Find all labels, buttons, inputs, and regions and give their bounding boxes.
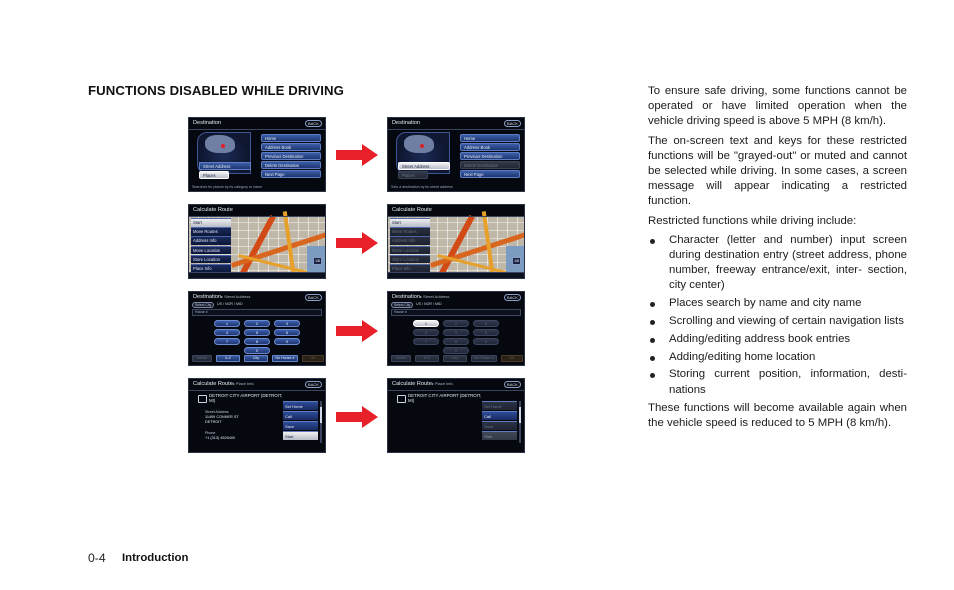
arrow-icon xyxy=(336,406,378,428)
previous-destination-button: Previous Destination xyxy=(261,152,321,160)
street-address-screen-driving xyxy=(387,291,525,366)
save-item: Save xyxy=(482,421,517,430)
city-key: City xyxy=(443,355,467,362)
destination-screen-active xyxy=(188,117,326,192)
restricted-intro: Restricted functions while driving include: xyxy=(648,214,857,227)
calculate-route-screen-active xyxy=(188,204,326,279)
screen-hint: Searches for places by its category or name xyxy=(192,185,263,189)
address-line-1: 11499 CONNER ST xyxy=(205,415,239,419)
no-house-key: No House # xyxy=(272,355,298,362)
address-line-2: DETROIT xyxy=(205,420,222,424)
key-6: 6 xyxy=(473,329,499,336)
screen-title: Calculate Route xyxy=(392,207,435,213)
section-label: Introduction xyxy=(122,552,189,564)
select-city-field: Select City xyxy=(192,302,214,308)
building-icon xyxy=(198,395,207,403)
previous-destination-button: Previous Destination xyxy=(460,152,520,160)
set-home-item: Set Home xyxy=(283,401,318,410)
key-5: 5 xyxy=(244,329,270,336)
grayed-out-paragraph: The on-screen text and keys for these restricted functions will be "grayed-out" or muted and cannot be selected while driving. In some cases, a screen message will appear indicating a restricted function. xyxy=(648,134,907,208)
arrow-icon xyxy=(336,144,378,166)
address-info-item: Address Info xyxy=(191,236,231,245)
home-button: Home xyxy=(261,134,321,142)
back-button: BACK xyxy=(305,381,322,388)
next-page-button: Next Page xyxy=(460,170,520,178)
move-routes-item: Move Routes xyxy=(390,227,430,236)
zoom-badge: 1/8 xyxy=(512,257,521,265)
phone-number: +1 (313) 4526400 xyxy=(205,436,236,440)
move-location-item: Move Location xyxy=(191,246,231,255)
place-menu xyxy=(482,401,517,441)
city-value: US / NOR / MID xyxy=(416,302,442,306)
list-item: Character (letter and number) input screen during destination entry (street address, phone number, freeway entrance/exit, inter- section, city center) xyxy=(648,233,907,294)
address-info-item: Address Info xyxy=(390,236,430,245)
place-info-screen-active xyxy=(188,378,326,453)
scrollbar xyxy=(320,401,322,443)
delete-key: Delete xyxy=(391,355,411,362)
places-button: Places xyxy=(199,171,229,179)
scrollbar xyxy=(519,401,521,443)
us-map-icon xyxy=(205,135,235,153)
back-button: BACK xyxy=(504,294,521,301)
place-info-item: Place Info xyxy=(191,264,231,273)
move-routes-item: Move Routes xyxy=(191,227,231,236)
location-pin-icon xyxy=(221,144,225,148)
address-label: Street Address xyxy=(205,410,229,414)
closing-paragraph: These functions will become available again when the vehicle speed is reduced to 5 MPH (8 km/h). xyxy=(648,401,907,430)
body-text xyxy=(648,84,907,435)
delete-destination-button: Delete Destination xyxy=(261,161,321,169)
screen-title: Destination xyxy=(392,120,420,126)
place-name: DETROIT CITY AIRPORT (DETROIT, MI) xyxy=(408,393,482,404)
section-title: FUNCTIONS DISABLED WHILE DRIVING xyxy=(88,83,344,98)
start-item: Start xyxy=(390,218,430,227)
back-button: BACK xyxy=(504,381,521,388)
a-z-key: A-Z xyxy=(415,355,439,362)
key-2: 2 xyxy=(244,320,270,327)
next-page-button: Next Page xyxy=(261,170,321,178)
restricted-list xyxy=(648,233,907,398)
ok-key: OK xyxy=(501,355,523,362)
route-menu xyxy=(191,218,231,273)
screen-title: Calculate Route xyxy=(193,207,236,213)
delete-key: Delete xyxy=(192,355,212,362)
place-info-screen-driving xyxy=(387,378,525,453)
house-number-input: House # xyxy=(192,309,322,316)
places-button: Places xyxy=(398,171,428,179)
list-item: Scrolling and viewing of certain navigation lists xyxy=(648,314,907,329)
screen-title: Calculate Route▸ Place Info xyxy=(193,381,254,387)
key-7: 7 xyxy=(413,338,439,345)
key-9: 9 xyxy=(274,338,300,345)
city-key: City xyxy=(244,355,268,362)
screen-title: Calculate Route▸ Place Info xyxy=(392,381,453,387)
destination-screen-driving xyxy=(387,117,525,192)
arrow-icon xyxy=(336,232,378,254)
arrow-icon xyxy=(336,320,378,342)
street-address-button: Street Address xyxy=(398,162,450,170)
start-item: Start xyxy=(191,218,231,227)
bottom-keys xyxy=(192,355,322,362)
street-address-screen-active xyxy=(188,291,326,366)
city-value: US / NOR / MID xyxy=(217,302,243,306)
key-0: 0 xyxy=(443,347,469,354)
store-location-item: Store Location xyxy=(390,255,430,264)
key-0: 0 xyxy=(244,347,270,354)
address-book-button: Address Book xyxy=(460,143,520,151)
page-number: 0-4 xyxy=(88,551,106,565)
select-city-field: Select City xyxy=(391,302,413,308)
no-house-key: No House # xyxy=(471,355,497,362)
address-book-button: Address Book xyxy=(261,143,321,151)
list-item: Adding/editing address book entries xyxy=(648,332,907,347)
place-menu xyxy=(283,401,318,441)
zoom-badge: 1/8 xyxy=(313,257,322,265)
screen-title: Destination▸ Street Address xyxy=(392,294,450,300)
key-1: 1 xyxy=(413,320,439,327)
back-button: BACK xyxy=(305,120,322,127)
list-item: Places search by name and city name xyxy=(648,296,907,311)
key-2: 2 xyxy=(443,320,469,327)
route-menu xyxy=(390,218,430,273)
key-4: 4 xyxy=(413,329,439,336)
phone-label: Phone xyxy=(205,431,216,435)
street-address-button: Street Address xyxy=(199,162,251,170)
place-info-item: Place Info xyxy=(390,264,430,273)
store-location-item: Store Location xyxy=(191,255,231,264)
start-item: Start xyxy=(482,431,517,440)
screen-hint: Sets a destination by its street address xyxy=(391,185,453,189)
key-7: 7 xyxy=(214,338,240,345)
calculate-route-screen-driving xyxy=(387,204,525,279)
screen-title: Destination▸ Street Address xyxy=(193,294,251,300)
intro-paragraph: To ensure safe driving, some functions cannot be operated or have limited operation when the vehicle driving speed is above 5 MPH (8 km/h). xyxy=(648,85,907,128)
list-item: Storing current position, information, desti- nations xyxy=(648,367,907,397)
key-1: 1 xyxy=(214,320,240,327)
key-3: 3 xyxy=(473,320,499,327)
key-9: 9 xyxy=(473,338,499,345)
key-3: 3 xyxy=(274,320,300,327)
start-item: Start xyxy=(283,431,318,440)
location-pin-icon xyxy=(420,144,424,148)
key-5: 5 xyxy=(443,329,469,336)
house-number-input: House # xyxy=(391,309,521,316)
place-name: DETROIT CITY AIRPORT (DETROIT, MI) xyxy=(209,393,283,404)
set-home-item: Set Home xyxy=(482,401,517,410)
key-8: 8 xyxy=(244,338,270,345)
key-6: 6 xyxy=(274,329,300,336)
save-item: Save xyxy=(283,421,318,430)
home-button: Home xyxy=(460,134,520,142)
a-z-key: A-Z xyxy=(216,355,240,362)
ok-key: OK xyxy=(302,355,324,362)
back-button: BACK xyxy=(305,294,322,301)
building-icon xyxy=(397,395,406,403)
call-item: Call xyxy=(283,411,318,420)
delete-destination-button: Delete Destination xyxy=(460,161,520,169)
us-map-icon xyxy=(404,135,434,153)
call-item: Call xyxy=(482,411,517,420)
key-4: 4 xyxy=(214,329,240,336)
list-item: Adding/editing home location xyxy=(648,350,907,365)
move-location-item: Move Location xyxy=(390,246,430,255)
screen-title: Destination xyxy=(193,120,221,126)
key-8: 8 xyxy=(443,338,469,345)
back-button: BACK xyxy=(504,120,521,127)
bottom-keys xyxy=(391,355,521,362)
